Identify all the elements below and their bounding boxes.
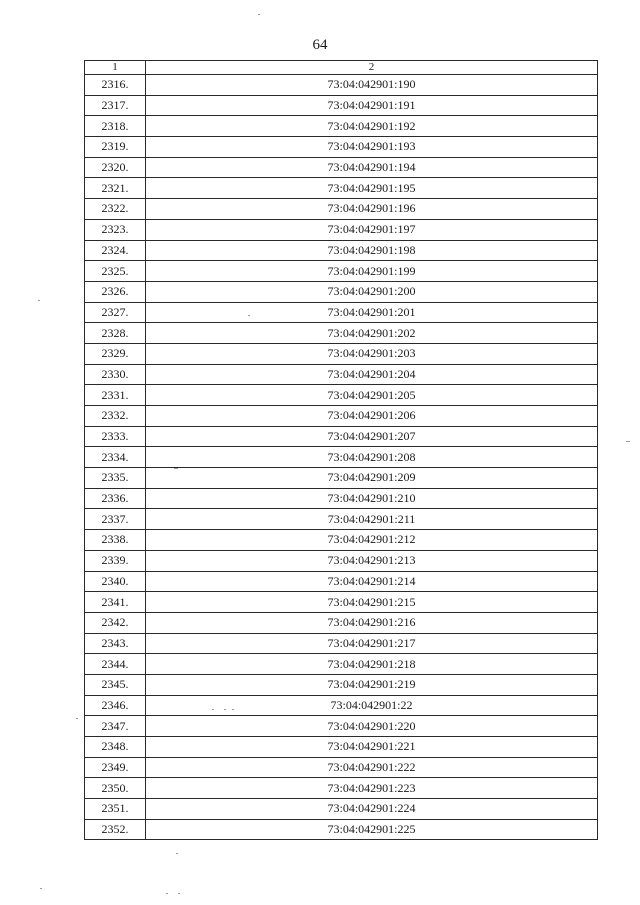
page-number: 64 (312, 37, 328, 53)
cadastral-number: 73:04:042901:196 (146, 199, 598, 220)
row-number: 2322. (85, 199, 146, 220)
table-row (85, 654, 598, 675)
scan-speck (38, 300, 40, 301)
scan-speck (232, 709, 234, 710)
cadastral-number: 73:04:042901:202 (146, 323, 598, 344)
cadastral-number: 73:04:042901:224 (146, 799, 598, 820)
column-header-number: 1 (85, 61, 146, 75)
row-number: 2319. (85, 137, 146, 158)
row-number: 2347. (85, 716, 146, 737)
cadastral-number: 73:04:042901:222 (146, 757, 598, 778)
table-row (85, 178, 598, 199)
row-number: 2338. (85, 530, 146, 551)
row-number: 2324. (85, 240, 146, 261)
scan-speck (258, 14, 260, 15)
scan-speck (166, 893, 168, 894)
row-number: 2348. (85, 737, 146, 758)
scan-speck (76, 718, 78, 719)
row-number: 2318. (85, 116, 146, 137)
cadastral-number: 73:04:042901:213 (146, 550, 598, 571)
table-row (85, 385, 598, 406)
cadastral-number: 73:04:042901:190 (146, 75, 598, 96)
row-number: 2350. (85, 778, 146, 799)
table-row (85, 116, 598, 137)
cadastral-number: 73:04:042901:192 (146, 116, 598, 137)
table-row (85, 240, 598, 261)
cadastral-number: 73:04:042901:199 (146, 261, 598, 282)
cadastral-number: 73:04:042901:203 (146, 343, 598, 364)
row-number: 2328. (85, 323, 146, 344)
table-row (85, 343, 598, 364)
table-row (85, 75, 598, 96)
table-header-row (85, 61, 598, 75)
row-number: 2321. (85, 178, 146, 199)
scan-speck (248, 315, 250, 316)
table-row (85, 426, 598, 447)
scan-speck (626, 441, 630, 442)
table-row (85, 95, 598, 116)
table-row (85, 778, 598, 799)
table-row (85, 571, 598, 592)
cadastral-number: 73:04:042901:208 (146, 447, 598, 468)
row-number: 2342. (85, 612, 146, 633)
row-number: 2325. (85, 261, 146, 282)
table-row (85, 406, 598, 427)
row-number: 2334. (85, 447, 146, 468)
row-number: 2352. (85, 819, 146, 840)
row-number: 2349. (85, 757, 146, 778)
row-number: 2337. (85, 509, 146, 530)
cadastral-number: 73:04:042901:216 (146, 612, 598, 633)
cadastral-number: 73:04:042901:212 (146, 530, 598, 551)
row-number: 2316. (85, 75, 146, 96)
scan-speck (212, 709, 214, 710)
scan-speck (40, 888, 42, 889)
row-number: 2331. (85, 385, 146, 406)
cadastral-number: 73:04:042901:206 (146, 406, 598, 427)
row-number: 2323. (85, 219, 146, 240)
cadastral-number: 73:04:042901:193 (146, 137, 598, 158)
table-row (85, 302, 598, 323)
scan-speck (176, 853, 178, 854)
table-row (85, 157, 598, 178)
cadastral-number: 73:04:042901:204 (146, 364, 598, 385)
cadastral-number: 73:04:042901:195 (146, 178, 598, 199)
row-number: 2344. (85, 654, 146, 675)
table-row (85, 695, 598, 716)
table-row (85, 592, 598, 613)
table-row (85, 219, 598, 240)
row-number: 2330. (85, 364, 146, 385)
table-row (85, 633, 598, 654)
table-row (85, 530, 598, 551)
cadastral-number: 73:04:042901:225 (146, 819, 598, 840)
cadastral-number: 73:04:042901:194 (146, 157, 598, 178)
cadastral-number: 73:04:042901:215 (146, 592, 598, 613)
cadastral-number: 73:04:042901:223 (146, 778, 598, 799)
row-number: 2326. (85, 281, 146, 302)
row-number: 2343. (85, 633, 146, 654)
row-number: 2333. (85, 426, 146, 447)
cadastral-number: 73:04:042901:221 (146, 737, 598, 758)
table-row (85, 550, 598, 571)
table-row (85, 488, 598, 509)
table-row (85, 509, 598, 530)
cadastral-number: 73:04:042901:219 (146, 674, 598, 695)
row-number: 2320. (85, 157, 146, 178)
table-row (85, 281, 598, 302)
row-number: 2332. (85, 406, 146, 427)
row-number: 2340. (85, 571, 146, 592)
row-number: 2336. (85, 488, 146, 509)
table-row (85, 716, 598, 737)
row-number: 2346. (85, 695, 146, 716)
column-header-cadastral-id: 2 (146, 61, 598, 75)
table-row (85, 447, 598, 468)
cadastral-number: 73:04:042901:211 (146, 509, 598, 530)
scan-speck (178, 893, 180, 894)
table-row (85, 137, 598, 158)
cadastral-number: 73:04:042901:191 (146, 95, 598, 116)
row-number: 2335. (85, 468, 146, 489)
scan-speck (224, 709, 226, 710)
scan-speck (174, 468, 178, 469)
table-row (85, 199, 598, 220)
cadastral-number: 73:04:042901:207 (146, 426, 598, 447)
table-body (85, 75, 598, 840)
table-row (85, 323, 598, 344)
cadastral-number: 73:04:042901:205 (146, 385, 598, 406)
row-number: 2339. (85, 550, 146, 571)
table-row (85, 364, 598, 385)
table-row (85, 468, 598, 489)
cadastral-number: 73:04:042901:200 (146, 281, 598, 302)
row-number: 2317. (85, 95, 146, 116)
table-row (85, 261, 598, 282)
cadastral-number: 73:04:042901:209 (146, 468, 598, 489)
cadastral-number: 73:04:042901:218 (146, 654, 598, 675)
cadastral-number: 73:04:042901:217 (146, 633, 598, 654)
table-row (85, 612, 598, 633)
row-number: 2341. (85, 592, 146, 613)
row-number: 2351. (85, 799, 146, 820)
row-number: 2345. (85, 674, 146, 695)
table-row (85, 799, 598, 820)
row-number: 2329. (85, 343, 146, 364)
table-row (85, 819, 598, 840)
cadastral-number: 73:04:042901:198 (146, 240, 598, 261)
cadastral-number: 73:04:042901:197 (146, 219, 598, 240)
table-row (85, 737, 598, 758)
cadastral-number: 73:04:042901:214 (146, 571, 598, 592)
cadastral-table (84, 60, 598, 840)
cadastral-number: 73:04:042901:210 (146, 488, 598, 509)
row-number: 2327. (85, 302, 146, 323)
cadastral-number: 73:04:042901:220 (146, 716, 598, 737)
table-row (85, 757, 598, 778)
cadastral-number: 73:04:042901:22 (146, 695, 598, 716)
cadastral-number: 73:04:042901:201 (146, 302, 598, 323)
table-row (85, 674, 598, 695)
